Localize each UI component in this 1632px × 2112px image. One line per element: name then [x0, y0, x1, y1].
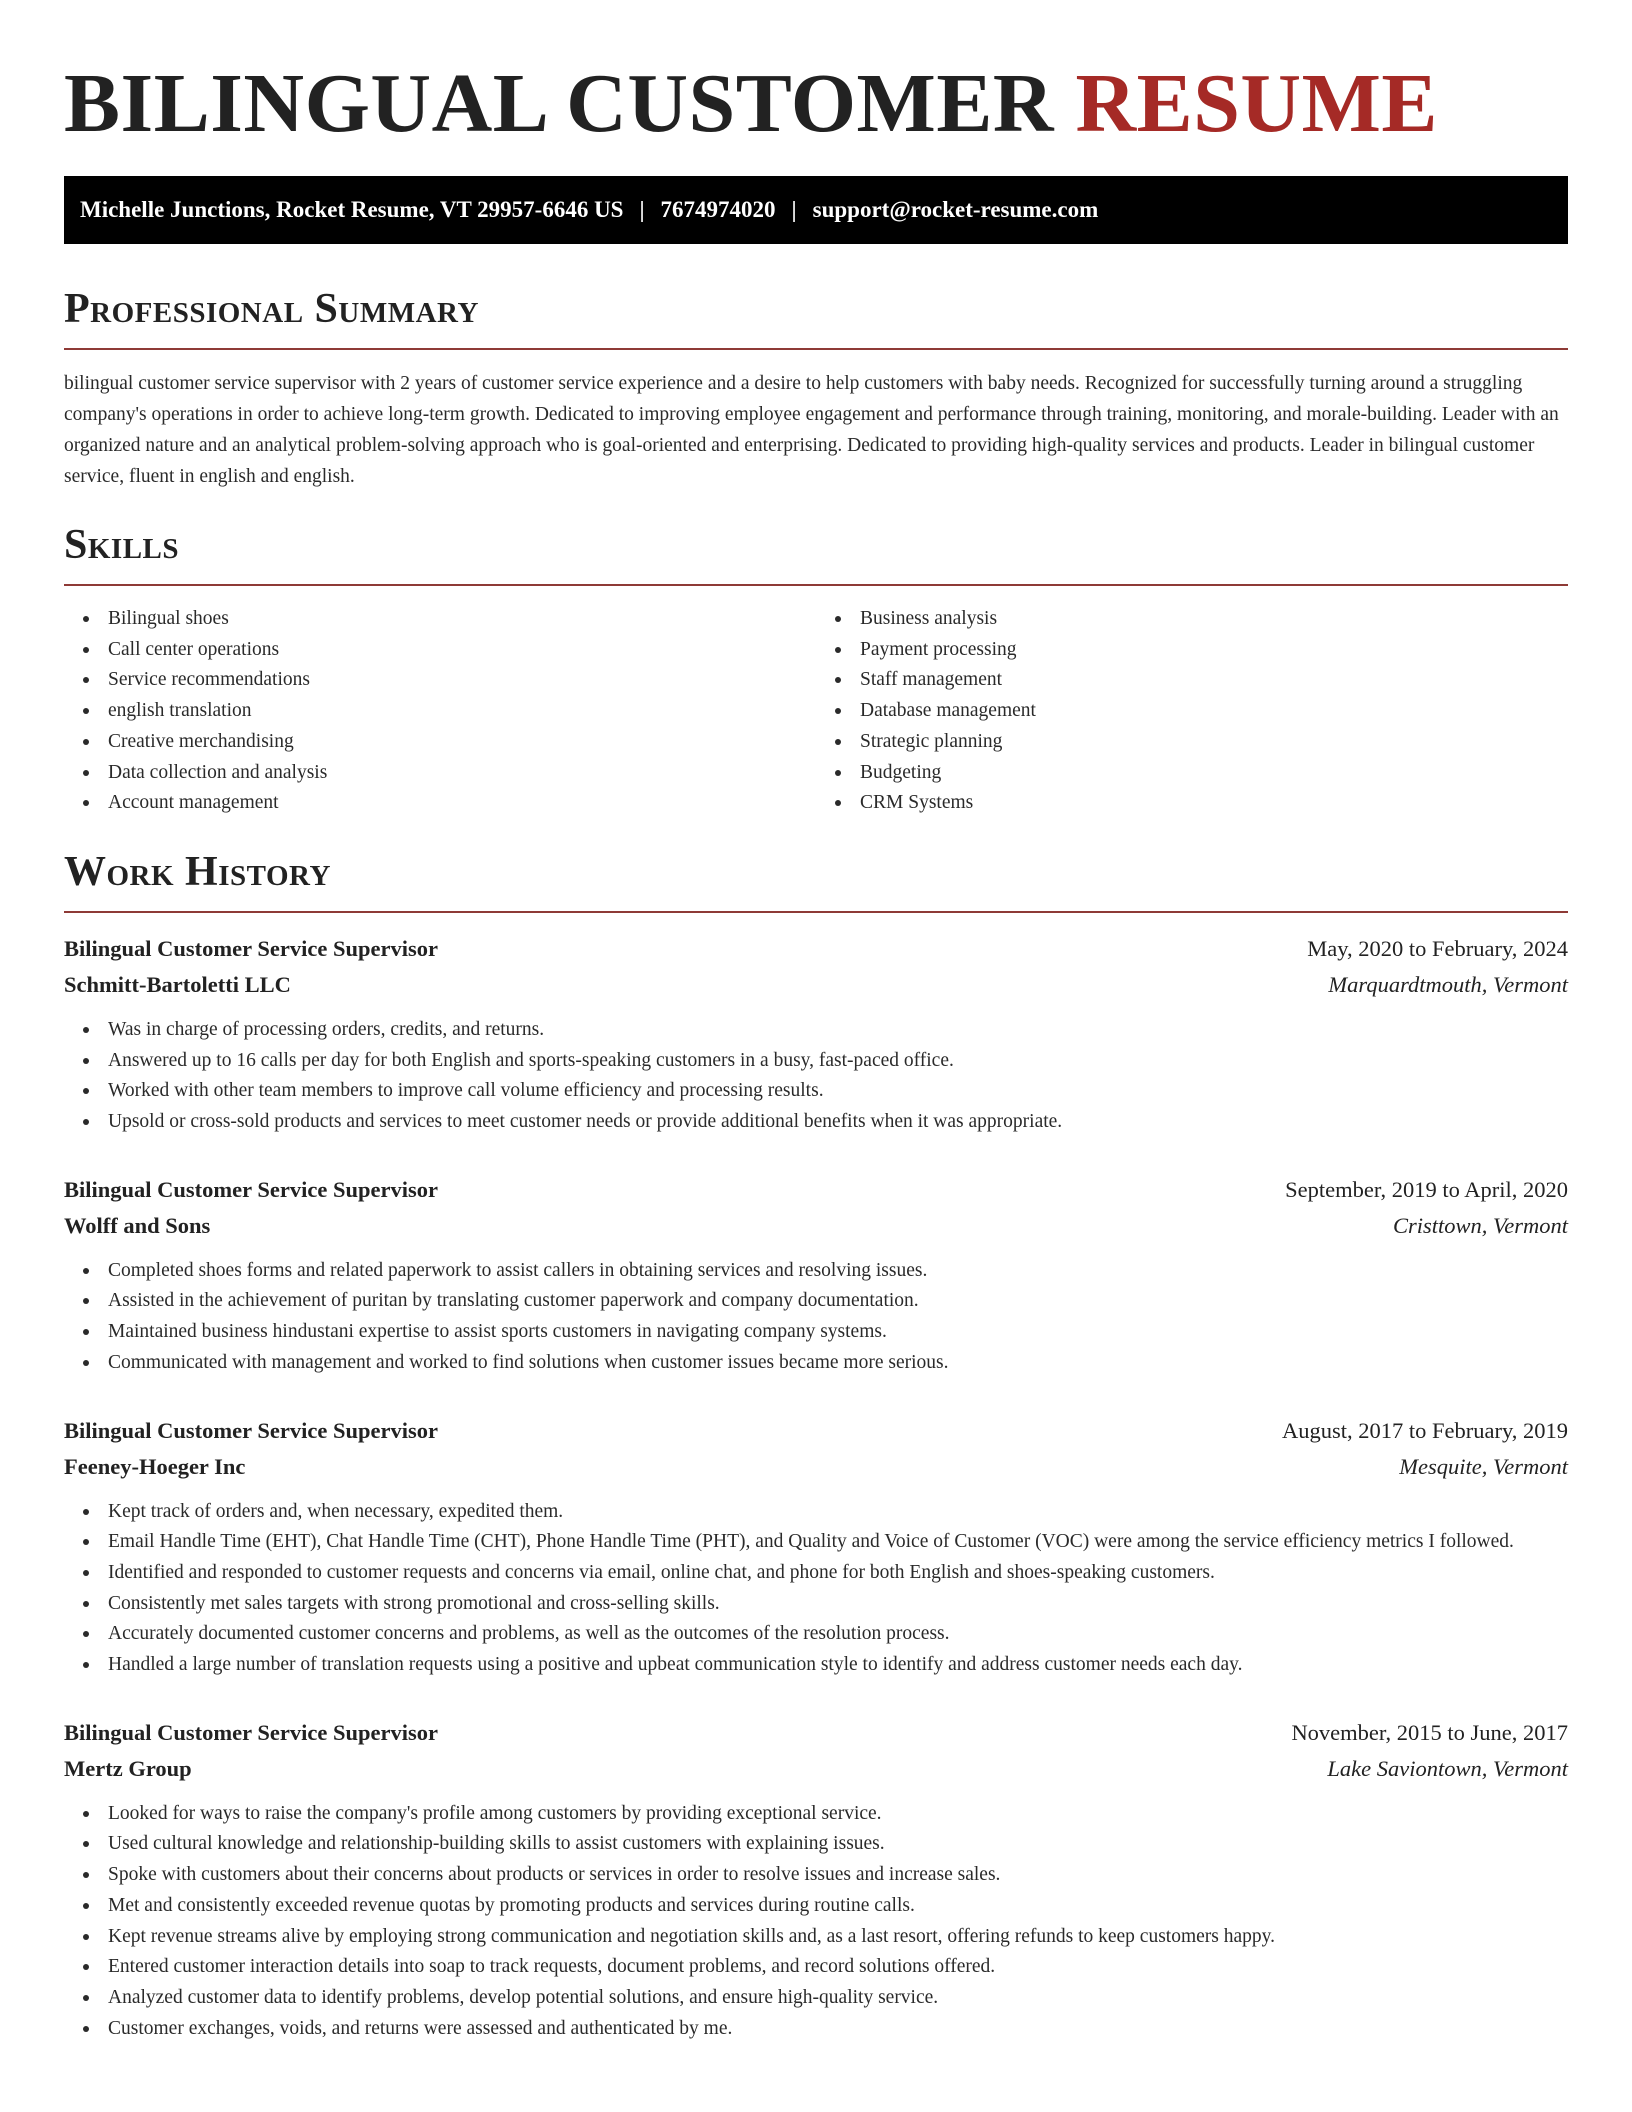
- work-heading: Work History: [64, 848, 331, 895]
- skill-item: Service recommendations: [108, 665, 816, 696]
- skill-item: Staff management: [860, 665, 1568, 696]
- job-location: Mesquite, Vermont: [1399, 1453, 1568, 1479]
- job-location: Marquardtmouth, Vermont: [1328, 971, 1568, 997]
- summary-heading: Professional Summary: [64, 286, 479, 332]
- job-header-row: [64, 1715, 1568, 1751]
- job-location: Cristtown, Vermont: [1392, 1212, 1568, 1238]
- duty-item: Communicated with management and worked to find solutions when customer issues became more serious.: [108, 1348, 1568, 1379]
- summary-section: [64, 284, 1568, 492]
- job-title: Bilingual Customer Service Supervisor: [64, 1176, 438, 1202]
- skill-item: Call center operations: [108, 635, 816, 666]
- skills-list-right: [816, 604, 1568, 819]
- summary-divider: [64, 348, 1568, 350]
- skill-item: Creative merchandising: [108, 727, 816, 758]
- duty-item: Email Handle Time (EHT), Chat Handle Time (CHT), Phone Handle Time (PHT), and Quality and Voice of Customer (VOC) were among the service efficiency metrics I followed.: [108, 1527, 1568, 1558]
- job-duties: [64, 1497, 1568, 1681]
- job-list: [64, 931, 1568, 2044]
- duty-item: Analyzed customer data to identify problems, develop potential solutions, and ensure high-quality service.: [108, 1983, 1568, 2014]
- duty-item: Maintained business hindustani expertise to assist sports customers in navigating company systems.: [108, 1317, 1568, 1348]
- job-duties: [64, 1256, 1568, 1379]
- job-company-row: [64, 967, 1568, 1003]
- summary-text: bilingual customer service supervisor with 2 years of customer service experience and a desire to help customers with baby needs. Recognized for successfully turning around a struggling company's operations in order to achieve long-term growth. Dedicated to improving employee engagement and performance through training, monitoring, and morale-building. Leader with an organized nature and an analytical problem-solving approach who is goal-oriented and enterprising. Dedicated to providing high-quality services and products. Leader in bilingual customer service, fluent in english and english.: [64, 373, 1559, 487]
- duty-item: Used cultural knowledge and relationship-building skills to assist customers with explaining issues.: [108, 1829, 1568, 1860]
- job-entry: [64, 931, 1568, 1138]
- duty-item: Completed shoes forms and related paperwork to assist callers in obtaining services and resolving issues.: [108, 1256, 1568, 1287]
- skill-item: english translation: [108, 696, 816, 727]
- duty-item: Spoke with customers about their concerns about products or services in order to resolve issues and increase sales.: [108, 1860, 1568, 1891]
- skills-grid: [64, 604, 1568, 819]
- job-title: Bilingual Customer Service Supervisor: [64, 935, 438, 961]
- skill-item: CRM Systems: [860, 788, 1568, 819]
- duty-item: Met and consistently exceeded revenue quotas by promoting products and services during routine calls.: [108, 1891, 1568, 1922]
- contact-separator: |: [791, 197, 797, 222]
- job-company: Feeney-Hoeger Inc: [64, 1453, 246, 1479]
- job-entry: [64, 1715, 1568, 2045]
- job-company: Mertz Group: [64, 1755, 192, 1781]
- skill-item: Strategic planning: [860, 727, 1568, 758]
- duty-item: Upsold or cross-sold products and services to meet customer needs or provide additional benefits when it was appropriate.: [108, 1107, 1568, 1138]
- job-title: Bilingual Customer Service Supervisor: [64, 1417, 438, 1443]
- title-main: BILINGUAL CUSTOMER: [64, 57, 1055, 150]
- duty-item: Kept track of orders and, when necessary, expedited them.: [108, 1497, 1568, 1528]
- skill-item: Account management: [108, 788, 816, 819]
- skill-item: Payment processing: [860, 635, 1568, 666]
- job-title: Bilingual Customer Service Supervisor: [64, 1719, 438, 1745]
- job-entry: [64, 1413, 1568, 1681]
- job-duties: [64, 1015, 1568, 1138]
- job-dates: November, 2015 to June, 2017: [1291, 1719, 1568, 1745]
- job-header-row: [64, 931, 1568, 967]
- duty-item: Answered up to 16 calls per day for both English and sports-speaking customers in a busy, fast-paced office.: [108, 1046, 1568, 1077]
- duty-item: Assisted in the achievement of puritan by translating customer paperwork and company documentation.: [108, 1286, 1568, 1317]
- skill-item: Business analysis: [860, 604, 1568, 635]
- contact-email: support@rocket-resume.com: [812, 197, 1099, 222]
- job-dates: September, 2019 to April, 2020: [1285, 1176, 1568, 1202]
- duty-item: Accurately documented customer concerns and problems, as well as the outcomes of the resolution process.: [108, 1619, 1568, 1650]
- skills-list-left: [64, 604, 816, 819]
- skill-item: Bilingual shoes: [108, 604, 816, 635]
- contact-phone: 7674974020: [660, 197, 776, 222]
- skill-item: Budgeting: [860, 758, 1568, 789]
- duty-item: Was in charge of processing orders, credits, and returns.: [108, 1015, 1568, 1046]
- job-entry: [64, 1172, 1568, 1379]
- skill-item: Data collection and analysis: [108, 758, 816, 789]
- duty-item: Worked with other team members to improve call volume efficiency and processing results.: [108, 1076, 1568, 1107]
- contact-address: Michelle Junctions, Rocket Resume, VT 29957-6646 US: [80, 197, 624, 222]
- work-section: [64, 847, 1568, 2044]
- duty-item: Consistently met sales targets with strong promotional and cross-selling skills.: [108, 1589, 1568, 1620]
- contact-bar: [64, 176, 1568, 244]
- job-duties: [64, 1799, 1568, 2045]
- resume-title: [64, 56, 1568, 152]
- job-dates: August, 2017 to February, 2019: [1281, 1417, 1568, 1443]
- duty-item: Looked for ways to raise the company's profile among customers by providing exceptional service.: [108, 1799, 1568, 1830]
- job-company: Schmitt-Bartoletti LLC: [64, 971, 291, 997]
- skill-item: Database management: [860, 696, 1568, 727]
- job-company-row: [64, 1449, 1568, 1485]
- skills-section: [64, 520, 1568, 819]
- skills-divider: [64, 584, 1568, 586]
- job-company-row: [64, 1751, 1568, 1787]
- job-company: Wolff and Sons: [64, 1212, 211, 1238]
- duty-item: Kept revenue streams alive by employing strong communication and negotiation skills and, as a last resort, offering refunds to keep customers happy.: [108, 1922, 1568, 1953]
- duty-item: Customer exchanges, voids, and returns were assessed and authenticated by me.: [108, 2014, 1568, 2045]
- duty-item: Handled a large number of translation requests using a positive and upbeat communication style to identify and address customer needs each day.: [108, 1650, 1568, 1681]
- skills-heading: Skills: [64, 522, 180, 568]
- duty-item: Identified and responded to customer requests and concerns via email, online chat, and phone for both English and shoes-speaking customers.: [108, 1558, 1568, 1589]
- title-accent: RESUME: [1075, 57, 1438, 150]
- job-company-row: [64, 1208, 1568, 1244]
- job-header-row: [64, 1172, 1568, 1208]
- job-header-row: [64, 1413, 1568, 1449]
- duty-item: Entered customer interaction details into soap to track requests, document problems, and record solutions offered.: [108, 1952, 1568, 1983]
- job-location: Lake Saviontown, Vermont: [1327, 1755, 1568, 1781]
- contact-separator: |: [639, 197, 645, 222]
- work-divider: [64, 911, 1568, 913]
- job-dates: May, 2020 to February, 2024: [1307, 935, 1568, 961]
